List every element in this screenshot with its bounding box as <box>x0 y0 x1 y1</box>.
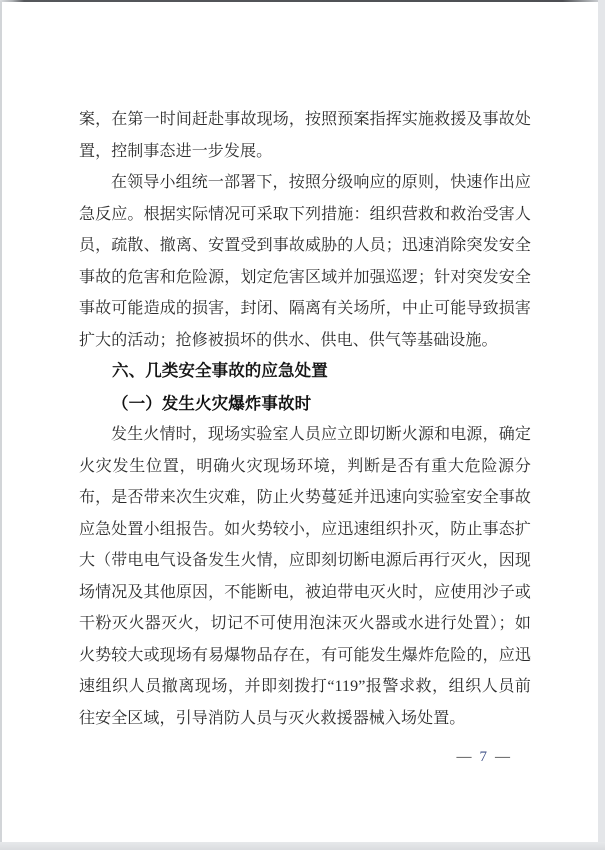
page-number-dash-left: — <box>456 749 473 765</box>
page-number <box>79 749 511 766</box>
subsection-heading: （一）发生火灾爆炸事故时 <box>112 393 312 413</box>
body-paragraph-continuation: 案，在第一时间赶赴事故现场，按照预案指挥实施救援及事故处置，控制事态进一步发展。 <box>79 111 531 160</box>
scan-edge-right <box>598 0 605 850</box>
scan-edge-top <box>0 0 605 2</box>
page-number-value: 7 <box>479 749 488 765</box>
body-paragraph-fire-response: 发生火情时，现场实验室人员应立即切断火源和电源，确定火灾发生位置，明确火灾现场环境，判断是否有重大危险源分布，是否带来次生灾难，防止火势蔓延并迅速向实验室安全事故应急处置小组报告。如火势较小，应迅速组织扑灭，防止事态扩大（带电电气设备发生火情，应即刻切断电源后再行灭火，因现场情况及其他原因，不能断电，被迫带电灭火时，应使用沙子或干粉灭火器灭火，切记不可使用泡沫灭火器或水进行处置）；如火势较大或现场有易爆物品存在，有可能发生爆炸危险的，应迅速组织人员撤离现场，并即刻拨打“119”报警求救，组织人员前往安全区域，引导消防人员与灭火救援器械入场处置。 <box>79 426 531 727</box>
scan-edge-bottom <box>0 842 605 850</box>
scan-edge-left <box>0 1 2 842</box>
body-paragraph-response-measures: 在领导小组统一部署下，按照分级响应的原则，快速作出应急反应。根据实际情况可采取下列措施：组织营救和救治受害人员，疏散、撤离、安置受到事故威胁的人员；迅速消除突发安全事故的危害和危险源，划定危害区域并加强巡逻；针对突发安全事故可能造成的损害，封闭、隔离有关场所，中止可能导致损害扩大的活动；抢修被损坏的供水、供电、供气等基础设施。 <box>79 174 531 349</box>
section-heading: 六、几类安全事故的应急处置 <box>112 362 328 380</box>
document-body <box>79 104 531 734</box>
page-number-dash-right: — <box>495 749 511 765</box>
